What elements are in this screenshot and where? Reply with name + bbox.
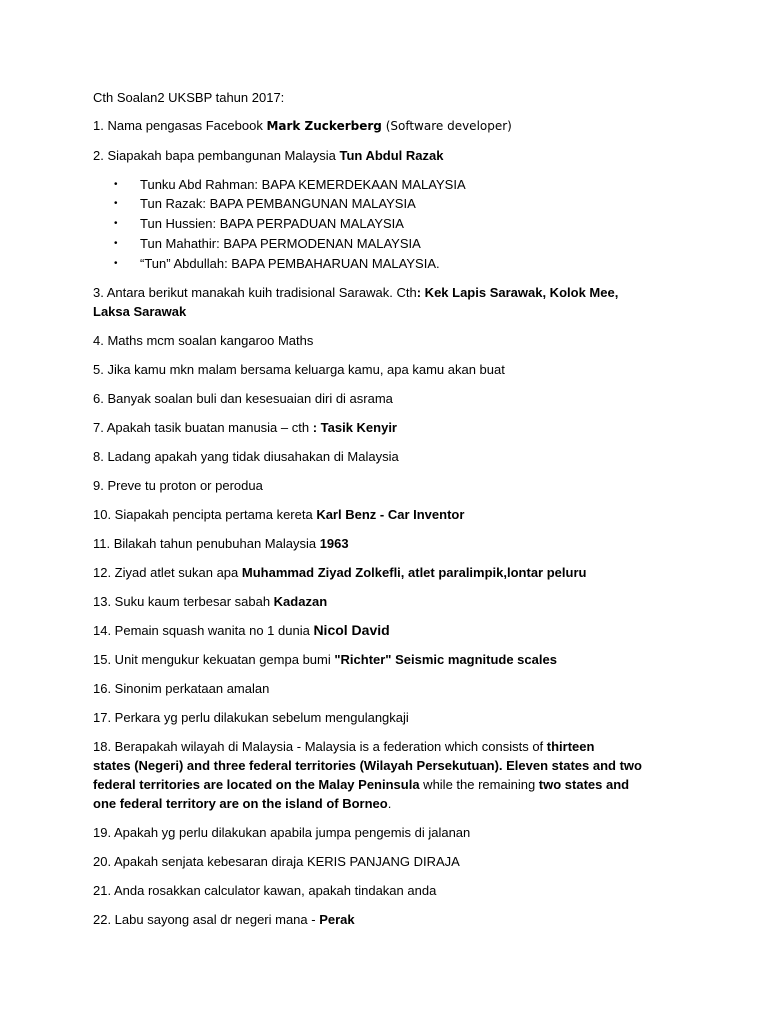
question-21	[93, 881, 698, 901]
q1-note: (Software developer)	[381, 119, 512, 133]
bullet-marker: •	[114, 179, 118, 190]
q18-answer-b: states (Negeri) and three federal territories (Wilayah Persekutuan). Eleven states and two	[93, 758, 642, 773]
q3-answer-cont: Laksa Sarawak	[93, 304, 187, 319]
q3-text: 3. Antara berikut manakah kuih tradisional Sarawak. Cth	[93, 285, 417, 300]
q10-text: 10. Siapakah pencipta pertama kereta	[93, 507, 317, 522]
question-4	[93, 331, 698, 351]
bullet-marker: •	[114, 258, 118, 269]
q7-text: 7. Apakah tasik buatan manusia – cth	[93, 420, 313, 435]
q16-text: 16. Sinonim perkataan amalan	[93, 681, 270, 696]
question-14	[93, 621, 698, 641]
q1-answer: Mark Zuckerberg	[266, 119, 382, 133]
q22-text: 22. Labu sayong asal dr negeri mana -	[93, 912, 320, 927]
question-6	[93, 389, 698, 409]
question-3	[93, 283, 698, 303]
q3-answer: : Kek Lapis Sarawak, Kolok Mee,	[416, 285, 619, 300]
q14-answer: Nicol David	[313, 622, 390, 638]
q4-text: 4. Maths mcm soalan kangaroo Maths	[93, 333, 314, 348]
bullet-marker: •	[114, 198, 118, 209]
q12-text: 12. Ziyad atlet sukan apa	[93, 565, 242, 580]
question-22	[93, 910, 698, 930]
q20-answer: KERIS PANJANG DIRAJA	[306, 854, 460, 869]
q2-answer: Tun Abdul Razak	[339, 148, 444, 163]
question-19	[93, 823, 698, 843]
bullet-item: Tun Razak: BAPA PEMBANGUNAN MALAYSIA	[140, 196, 416, 211]
bullet-item: “Tun” Abdullah: BAPA PEMBAHARUAN MALAYSIA.	[140, 256, 440, 271]
question-13	[93, 592, 698, 612]
question-10	[93, 505, 698, 525]
question-15	[93, 650, 698, 670]
q7-answer: : Tasik Kenyir	[312, 420, 397, 435]
bullet-item: Tun Mahathir: BAPA PERMODENAN MALAYSIA	[140, 236, 421, 251]
question-7	[93, 418, 698, 438]
q13-answer: Kadazan	[273, 594, 328, 609]
q11-answer: 1963	[319, 536, 349, 551]
q18-answer-a: thirteen	[546, 739, 595, 754]
question-8	[93, 447, 698, 467]
question-3-cont	[93, 302, 698, 322]
bullet-marker: •	[114, 238, 118, 249]
q18-answer-c: federal territories are located on the Malay Peninsula	[93, 777, 420, 792]
bullet-item: Tunku Abd Rahman: BAPA KEMERDEKAAN MALAYSIA	[140, 177, 466, 192]
question-11	[93, 534, 698, 554]
q13-text: 13. Suku kaum terbesar sabah	[93, 594, 274, 609]
question-12	[93, 563, 698, 583]
question-5	[93, 360, 698, 380]
q15-text: 15. Unit mengukur kekuatan gempa bumi	[93, 652, 335, 667]
question-9	[93, 476, 698, 496]
bullet-item: Tun Hussien: BAPA PERPADUAN MALAYSIA	[140, 216, 404, 231]
q19-text: 19. Apakah yg perlu dilakukan apabila jumpa pengemis di jalanan	[93, 825, 471, 840]
q18-text: 18. Berapakah wilayah di Malaysia - Malaysia is a federation which consists of	[93, 739, 547, 754]
question-18	[93, 737, 698, 757]
question-1	[93, 116, 698, 137]
q18-answer-d: two states and	[538, 777, 630, 792]
question-18-line3	[93, 775, 698, 795]
document-title	[93, 88, 698, 108]
q20-text: 20. Apakah senjata kebesaran diraja	[93, 854, 307, 869]
bullet-marker: •	[114, 218, 118, 229]
q2-text: 2. Siapakah bapa pembangunan Malaysia	[93, 148, 340, 163]
q8-text: 8. Ladang apakah yang tidak diusahakan di Malaysia	[93, 449, 399, 464]
q18-answer-e: one federal territory are on the island of Borneo	[93, 796, 388, 811]
q10-answer: Karl Benz - Car Inventor	[316, 507, 465, 522]
q11-text: 11. Bilakah tahun penubuhan Malaysia	[93, 536, 320, 551]
q14-text: 14. Pemain squash wanita no 1 dunia	[93, 623, 314, 638]
question-17	[93, 708, 698, 728]
q17-text: 17. Perkara yg perlu dilakukan sebelum mengulangkaji	[93, 710, 409, 725]
q1-text: 1. Nama pengasas Facebook	[93, 118, 267, 133]
question-2	[93, 146, 698, 166]
q18-connector: while the remaining	[419, 777, 539, 792]
q22-answer: Perak	[319, 912, 355, 927]
question-20	[93, 852, 698, 872]
q18-period: .	[387, 796, 392, 811]
q6-text: 6. Banyak soalan buli dan kesesuaian diri di asrama	[93, 391, 393, 406]
question-18-line2	[93, 756, 698, 776]
q12-answer: Muhammad Ziyad Zolkefli, atlet paralimpik,lontar peluru	[241, 565, 587, 580]
title-text: Cth Soalan2 UKSBP tahun 2017:	[93, 90, 285, 105]
q15-answer: "Richter" Seismic magnitude scales	[334, 652, 557, 667]
q21-text: 21. Anda rosakkan calculator kawan, apakah tindakan anda	[93, 883, 437, 898]
question-18-line4	[93, 794, 698, 814]
question-16	[93, 679, 698, 699]
q9-text: 9. Preve tu proton or perodua	[93, 478, 263, 493]
q5-text: 5. Jika kamu mkn malam bersama keluarga kamu, apa kamu akan buat	[93, 362, 505, 377]
